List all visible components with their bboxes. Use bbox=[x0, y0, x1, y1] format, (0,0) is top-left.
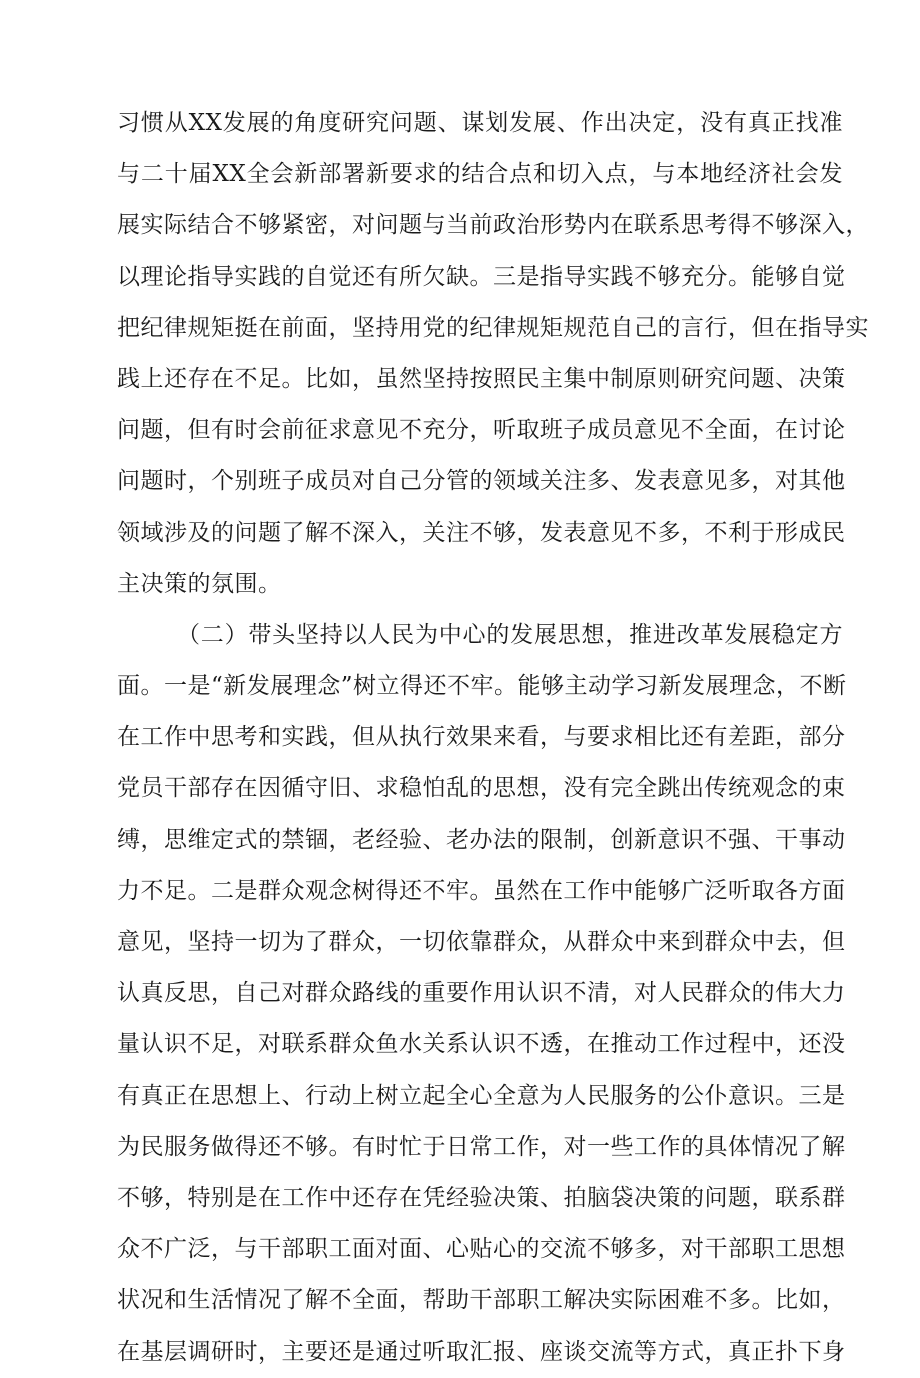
text-line-9: 领域涉及的问题了解不深入，关注不够，发表意见不多，不利于形成民 bbox=[117, 519, 846, 546]
text-line-18: 认真反思，自己对群众路线的重要作用认识不清，对人民群众的伟大力 bbox=[117, 980, 846, 1007]
text-line-22: 不够，特别是在工作中还存在凭经验决策、拍脑袋决策的问题，联系群 bbox=[117, 1184, 846, 1211]
text-line-20: 有真正在思想上、行动上树立起全心全意为人民服务的公仆意识。三是 bbox=[117, 1082, 846, 1109]
text-line-10: 主决策的氛围。 bbox=[117, 570, 282, 597]
section-heading-line: （二）带头坚持以人民为中心的发展思想，推进改革发展稳定方 bbox=[177, 621, 843, 648]
text-line-15: 缚，思维定式的禁锢，老经验、老办法的限制，创新意识不强、干事动 bbox=[117, 826, 846, 853]
text-line-7: 问题，但有时会前征求意见不充分，听取班子成员意见不全面，在讨论 bbox=[117, 417, 846, 444]
text-line-23: 众不广泛，与干部职工面对面、心贴心的交流不够多，对干部职工思想 bbox=[117, 1236, 846, 1263]
text-line-14: 党员干部存在因循守旧、求稳怕乱的思想，没有完全跳出传统观念的束 bbox=[117, 775, 846, 802]
text-line-13: 在工作中思考和实践，但从执行效果来看，与要求相比还有差距，部分 bbox=[117, 724, 846, 751]
text-line-1: 习惯从XX发展的角度研究问题、谋划发展、作出决定，没有真正找准 bbox=[117, 110, 843, 136]
text-line-24: 状况和生活情况了解不全面，帮助干部职工解决实际困难不多。比如， bbox=[117, 1287, 846, 1314]
text-line-19: 量认识不足，对联系群众鱼水关系认识不透，在推动工作过程中，还没 bbox=[117, 1031, 846, 1058]
text-line-12: 面。一是“新发展理念”树立得还不牢。能够主动学习新发展理念，不断 bbox=[117, 673, 847, 700]
text-line-4: 以理论指导实践的自觉还有所欠缺。三是指导实践不够充分。能够自觉 bbox=[117, 263, 846, 290]
text-line-8: 问题时，个别班子成员对自己分管的领域关注多、发表意见多，对其他 bbox=[117, 468, 846, 495]
text-line-3: 展实际结合不够紧密，对问题与当前政治形势内在联系思考得不够深入， bbox=[117, 212, 869, 239]
text-line-5: 把纪律规矩挺在前面，坚持用党的纪律规矩规范自己的言行，但在指导实 bbox=[117, 314, 869, 341]
text-line-17: 意见，坚持一切为了群众，一切依靠群众，从群众中来到群众中去，但 bbox=[117, 929, 846, 955]
text-line-21: 为民服务做得还不够。有时忙于日常工作，对一些工作的具体情况了解 bbox=[117, 1133, 846, 1160]
text-line-16: 力不足。二是群众观念树得还不牢。虽然在工作中能够广泛听取各方面 bbox=[117, 877, 846, 904]
text-line-25: 在基层调研时，主要还是通过听取汇报、座谈交流等方式，真正扑下身 bbox=[117, 1338, 846, 1365]
text-line-2: 与二十届XX全会新部署新要求的结合点和切入点，与本地经济社会发 bbox=[117, 161, 843, 188]
text-line-6: 践上还存在不足。比如，虽然坚持按照民主集中制原则研究问题、决策 bbox=[117, 365, 846, 392]
document-body bbox=[117, 98, 869, 1378]
